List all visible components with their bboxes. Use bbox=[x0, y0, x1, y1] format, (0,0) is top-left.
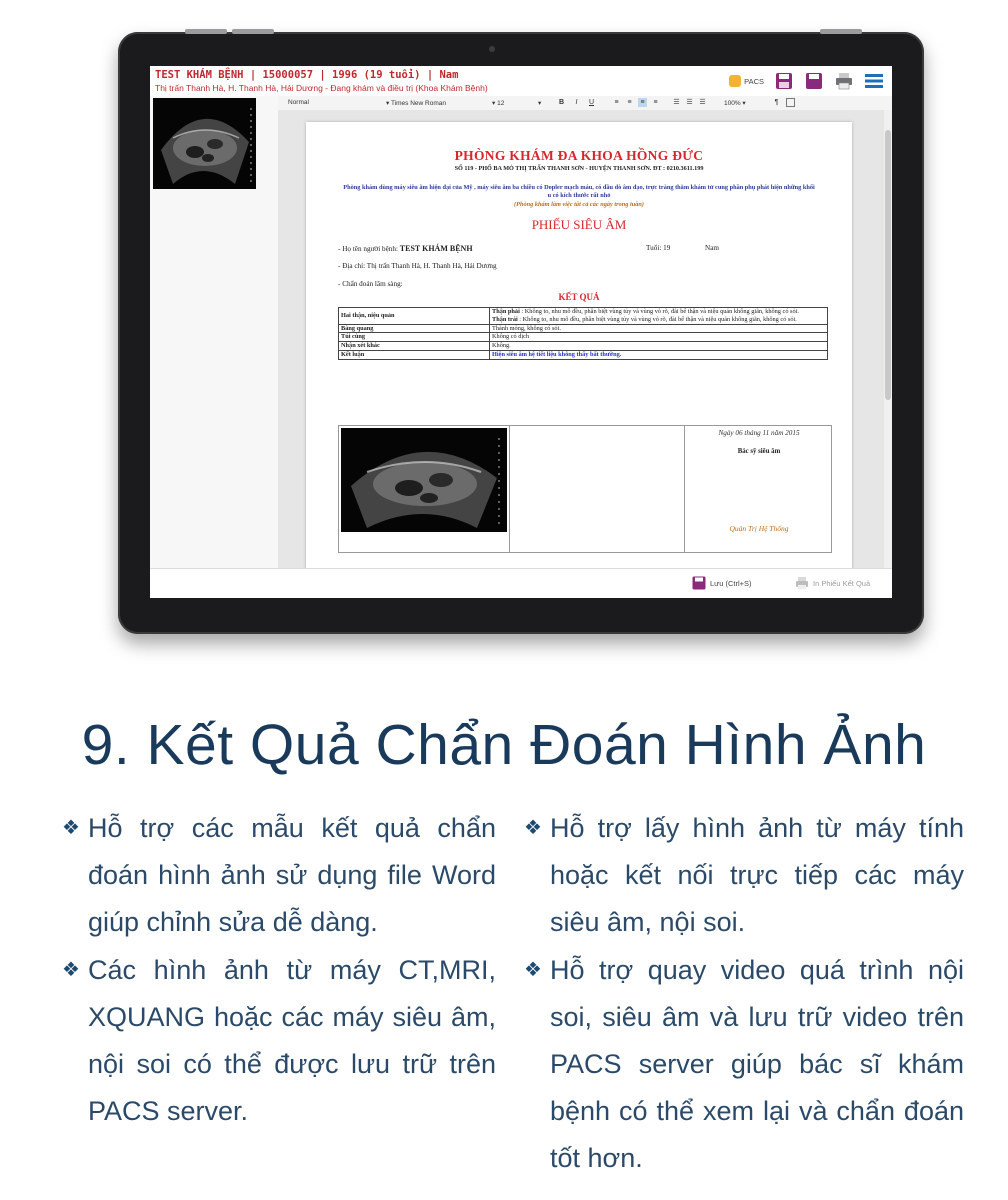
dropdown-chevron-icon[interactable]: ▾ bbox=[538, 100, 542, 107]
scrollbar-thumb[interactable] bbox=[885, 130, 891, 400]
kidney-label: Hai thận, niệu quản bbox=[339, 308, 490, 325]
divider bbox=[509, 426, 510, 552]
font-select-value: Times New Roman bbox=[390, 100, 446, 107]
bold-button[interactable]: B bbox=[558, 99, 565, 106]
header-tools bbox=[729, 71, 884, 91]
doctor-title: Bác sỹ siêu âm bbox=[737, 448, 781, 455]
table-row bbox=[339, 308, 828, 325]
feature-text: Hỗ trợ quay video quá trình nội soi, siêu âm và lưu trữ video trên PACS server giúp bác sĩ khám bệnh có thể xem lại và chẩn đoán tốt hơn. bbox=[550, 955, 964, 1173]
conclusion-value: Hiện siêu âm hệ tiết liệu không thấy bất thường. bbox=[490, 350, 828, 359]
feature-text: Hỗ trợ các mẫu kết quả chẩn đoán hình ảnh sử dụng file Word giúp chỉnh sửa dễ dàng. bbox=[88, 813, 496, 937]
database-icon bbox=[729, 75, 741, 87]
bladder-label: Bàng quang bbox=[339, 324, 490, 333]
signer-name: Quản Trị Hệ Thống bbox=[729, 524, 789, 533]
bladder-value: Thành mỏng, không có sỏi. bbox=[490, 324, 828, 333]
font-select[interactable]: ▾ Times New Roman bbox=[386, 100, 446, 107]
image-thumbnail-panel bbox=[150, 96, 279, 568]
right-kidney-text: : Không to, nhu mô đều, phân biệt vùng tủy và vùng vỏ rõ, đài bể thận và niệu quản không giãn, không có sỏi. bbox=[519, 308, 799, 315]
feature-list-left bbox=[62, 805, 496, 1135]
bullet-icon: ❖ bbox=[62, 817, 80, 839]
bullet-list-icon[interactable]: ☰ bbox=[673, 99, 680, 106]
divider bbox=[684, 426, 685, 552]
feature-item bbox=[524, 805, 964, 946]
save-icon bbox=[692, 576, 706, 590]
other-remarks-value: Không. bbox=[490, 342, 828, 351]
feature-text: Hỗ trợ lấy hình ảnh từ máy tính hoặc kết nối trực tiếp các máy siêu âm, nội soi. bbox=[550, 813, 964, 937]
justify-icon[interactable]: ≡ bbox=[653, 99, 658, 106]
menu-icon[interactable] bbox=[864, 71, 884, 91]
tablet-button bbox=[232, 29, 274, 34]
app-screen bbox=[150, 66, 892, 598]
pacs-button[interactable] bbox=[729, 75, 764, 87]
clinic-address: SỐ 119 - PHỐ BA MỎ THỊ TRẤN THANH SƠN - HUYỆN THANH SƠN. ĐT : 0210.3611.199 bbox=[454, 165, 704, 172]
feature-item bbox=[62, 805, 496, 946]
align-right-icon[interactable]: ≡ bbox=[638, 98, 647, 107]
left-kidney-text: : Không to, nhu mô đều, phân biệt vùng tủy và vùng vỏ rõ, đài bể thận và niệu quản không giãn, không có sỏi. bbox=[517, 315, 797, 323]
feature-item bbox=[62, 947, 496, 1135]
patient-age: Tuổi: 19 bbox=[646, 244, 671, 252]
patient-status: Thị trấn Thanh Hà, H. Thanh Hà, Hải Dương - Đang khám và điều trị (Khoa Khám Bệnh) bbox=[155, 83, 488, 93]
align-center-icon[interactable]: ≡ bbox=[627, 99, 632, 106]
indent-icon[interactable]: ☰ bbox=[699, 99, 706, 106]
align-left-icon[interactable]: ≡ bbox=[614, 99, 619, 106]
printer-icon bbox=[795, 576, 809, 590]
tablet-button bbox=[820, 29, 862, 34]
tablet-button bbox=[185, 29, 227, 34]
ultrasound-thumbnail[interactable] bbox=[153, 98, 256, 189]
zoom-value: 100% bbox=[724, 100, 741, 107]
bullet-icon: ❖ bbox=[524, 817, 542, 839]
size-select[interactable]: ▾ 12 bbox=[492, 100, 505, 107]
document-scrollbar[interactable] bbox=[884, 110, 892, 568]
pacs-label: PACS bbox=[744, 76, 764, 86]
numbered-list-icon[interactable]: ☰ bbox=[686, 99, 693, 106]
feature-text: Các hình ảnh từ máy CT,MRI, XQUANG hoặc các máy siêu âm, nội soi có thể được lưu trữ trên PACS server. bbox=[88, 955, 496, 1126]
feature-list-right bbox=[524, 805, 964, 1182]
pouch-value: Không có dịch bbox=[490, 333, 828, 342]
clinical-diagnosis-label: - Chẩn đoán lâm sàng: bbox=[338, 280, 403, 288]
pouch-label: Túi cùng bbox=[339, 333, 490, 342]
bullet-icon: ❖ bbox=[524, 959, 542, 981]
print-label: In Phiếu Kết Quả bbox=[813, 578, 871, 588]
left-kidney-label: Thận trái bbox=[492, 315, 518, 323]
other-remarks-label: Nhận xét khác bbox=[339, 342, 490, 351]
section-title: 9. Kết Quả Chẩn Đoán Hình Ảnh bbox=[81, 713, 927, 777]
italic-button[interactable]: I bbox=[575, 99, 578, 106]
clinic-description: Phòng khám dùng máy siêu âm hiện đại của Mỹ , máy siêu âm ba chiều có Dopler mạch máu, có đầu dò âm đạo, trực tràng thăm khám tử cung phần phụ phát hiện những khối u có kích thước rất nhỏ bbox=[343, 184, 815, 199]
style-select[interactable]: Normal bbox=[288, 99, 309, 106]
result-table bbox=[338, 307, 828, 360]
patient-address: - Địa chỉ: Thị trấn Thanh Hà, H. Thanh Hà, Hải Dương bbox=[338, 262, 497, 270]
patient-name-value: TEST KHÁM BỆNH bbox=[399, 244, 473, 253]
table-row bbox=[339, 333, 828, 342]
right-kidney-label: Thận phải bbox=[492, 308, 520, 315]
save-as-icon[interactable] bbox=[774, 71, 794, 91]
patient-info: TEST KHÁM BỆNH | 15000057 | 1996 (19 tuổi) | Nam bbox=[155, 69, 459, 81]
app-footer bbox=[150, 568, 892, 598]
editor-toolbar bbox=[278, 96, 892, 111]
bullet-icon: ❖ bbox=[62, 959, 80, 981]
report-date: Ngày 06 tháng 11 năm 2015 bbox=[718, 429, 800, 437]
image-signature-box bbox=[338, 425, 832, 553]
patient-gender: Nam bbox=[705, 244, 719, 252]
feature-item bbox=[524, 947, 964, 1182]
patient-name-field bbox=[338, 244, 473, 253]
zoom-select[interactable]: 100% ▾ bbox=[724, 100, 746, 107]
patient-name-label: - Họ tên người bệnh: bbox=[338, 245, 398, 253]
print-icon[interactable] bbox=[834, 71, 854, 91]
save-button[interactable] bbox=[692, 576, 752, 590]
table-row bbox=[339, 324, 828, 333]
table-row bbox=[339, 342, 828, 351]
document-area bbox=[278, 110, 884, 568]
paragraph-mark-button[interactable]: ¶ bbox=[774, 99, 779, 106]
kidney-value bbox=[490, 308, 828, 325]
document-page[interactable] bbox=[306, 122, 852, 568]
table-row bbox=[339, 350, 828, 359]
size-select-value: 12 bbox=[497, 100, 505, 107]
camera-icon bbox=[489, 46, 495, 52]
underline-button[interactable]: U bbox=[588, 99, 595, 106]
result-heading: KẾT QUẢ bbox=[558, 292, 600, 302]
save-icon[interactable] bbox=[804, 71, 824, 91]
conclusion-label: Kết luận bbox=[339, 350, 490, 359]
ultrasound-image[interactable] bbox=[341, 428, 507, 532]
report-title: PHIẾU SIÊU ÂM bbox=[531, 217, 627, 232]
fullscreen-icon[interactable] bbox=[786, 98, 795, 107]
print-result-button[interactable] bbox=[795, 576, 870, 590]
clinic-hours: (Phòng khám làm việc tất cả các ngày trong tuần) bbox=[514, 201, 644, 208]
clinic-name: PHÒNG KHÁM ĐA KHOA HỒNG ĐỨC bbox=[454, 148, 704, 163]
save-label: Lưu (Ctrl+S) bbox=[710, 578, 752, 588]
app-header bbox=[150, 66, 892, 96]
